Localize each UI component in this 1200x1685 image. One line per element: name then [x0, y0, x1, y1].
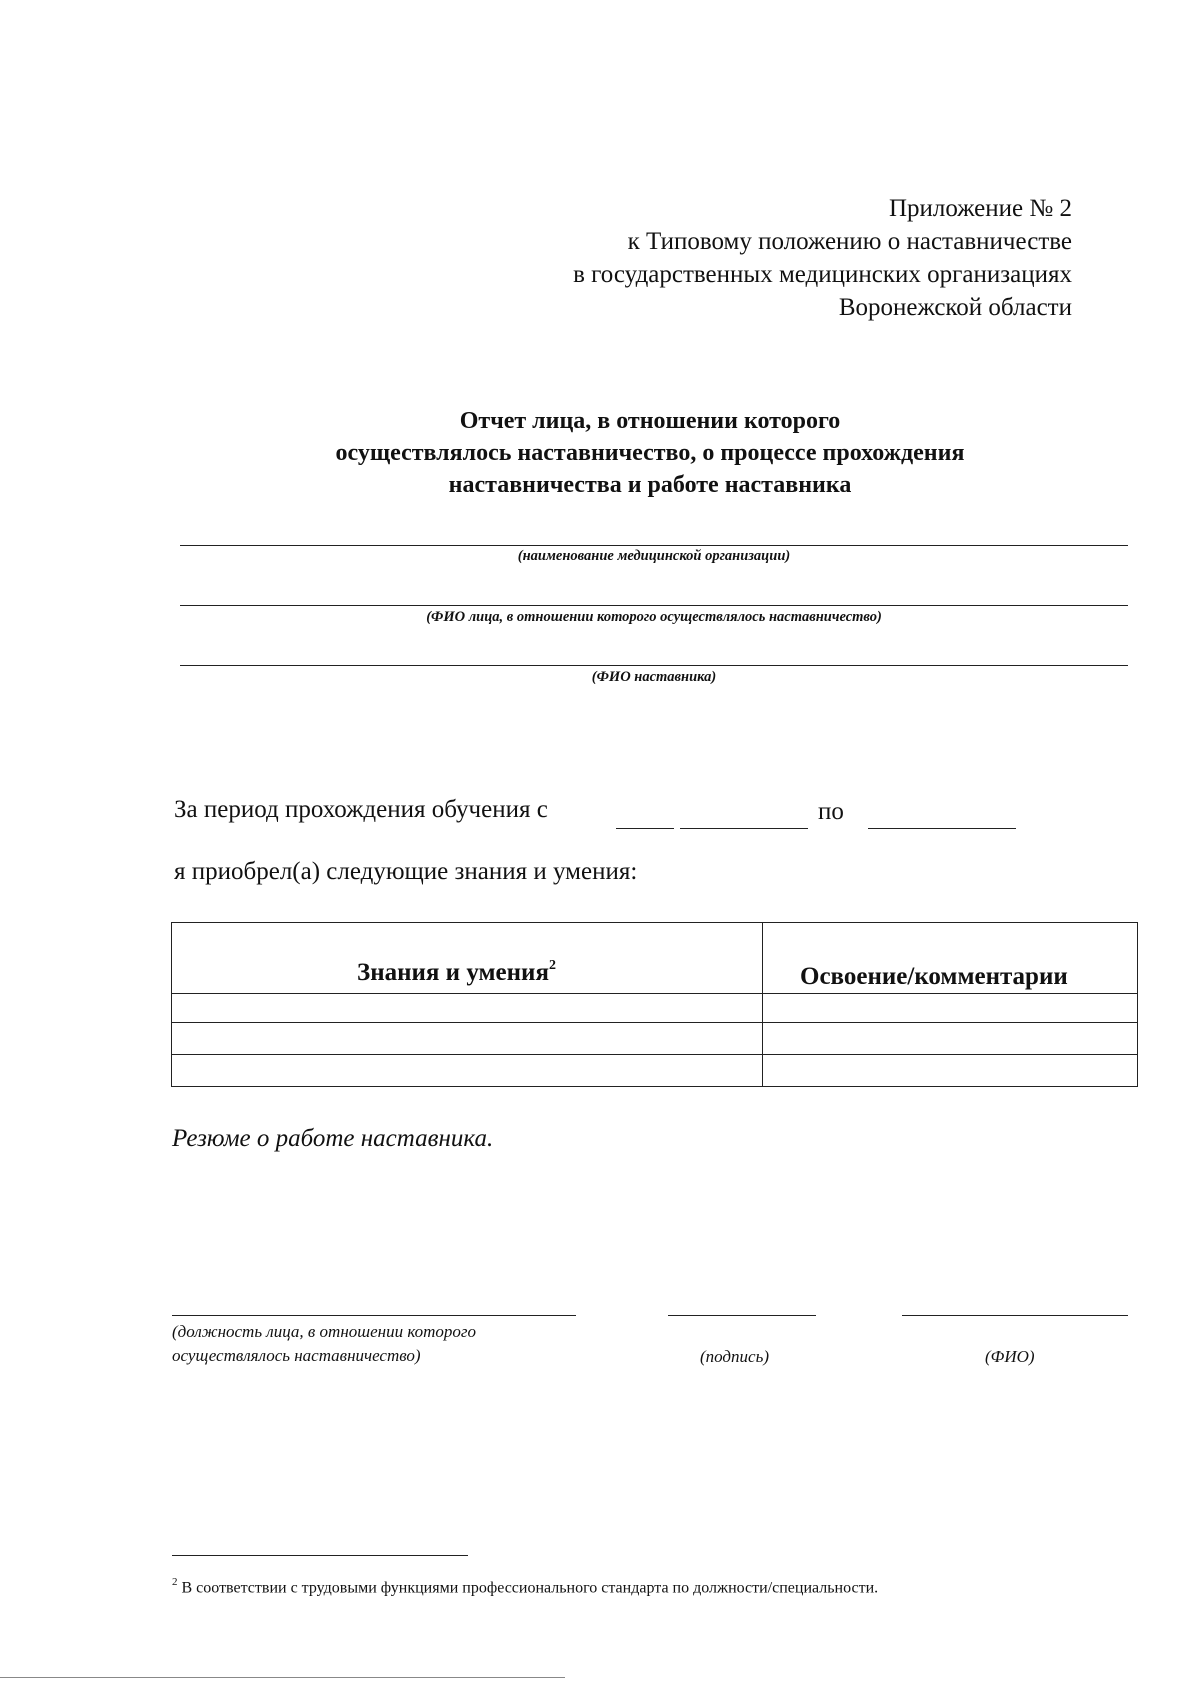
- mentee-fill-line[interactable]: [180, 605, 1128, 606]
- signature-caption: (подпись): [700, 1347, 769, 1366]
- table-cell-skills-row-1[interactable]: [172, 993, 762, 1022]
- footnote-mark: 2: [172, 1576, 178, 1588]
- title-line-1: Отчет лица, в отношении которого: [459, 408, 841, 434]
- mentee-caption: (ФИО лица, в отношении которого осуществлялось наставничество): [426, 609, 882, 625]
- title-line-2: осуществлялось наставничество, о процессе прохождения: [335, 440, 965, 466]
- period-start-day-line[interactable]: [616, 828, 674, 829]
- appendix-region: Воронежской области: [838, 294, 1072, 321]
- table-cell-comments-row-1[interactable]: [763, 993, 1137, 1022]
- title-line-3: наставничества и работе наставника: [448, 472, 852, 498]
- appendix-organizations: в государственных медицинских организациях: [573, 261, 1072, 288]
- organization-fill-line[interactable]: [180, 545, 1128, 546]
- footnote: [172, 1577, 878, 1597]
- mentor-resume-area[interactable]: [172, 1170, 1128, 1290]
- table-cell-comments-row-3[interactable]: [763, 1055, 1137, 1086]
- period-prefix: За период прохождения обучения с: [174, 796, 548, 823]
- table-header-skills-label: Знания и умения: [357, 959, 549, 986]
- appendix-header: [573, 192, 1072, 324]
- signature-fill-line[interactable]: [668, 1315, 816, 1316]
- scan-edge-line: [0, 1677, 565, 1678]
- mentor-caption: (ФИО наставника): [591, 669, 717, 685]
- period-to-label: по: [818, 798, 844, 825]
- table-header-footnote-mark: 2: [548, 957, 556, 973]
- table-header-skills: [357, 959, 556, 987]
- table-header-comments: Освоение/комментарии: [800, 963, 1068, 990]
- footnote-separator: [172, 1555, 468, 1556]
- mentor-fill-line[interactable]: [180, 665, 1128, 666]
- position-caption-line-1: (должность лица, в отношении которого: [172, 1322, 477, 1341]
- period-end-date-line[interactable]: [868, 828, 1016, 829]
- skills-table: [171, 922, 1138, 1087]
- organization-caption: (наименование медицинской организации): [517, 548, 791, 564]
- position-caption-line-2: осуществлялось наставничество): [172, 1346, 421, 1365]
- table-cell-comments-row-2[interactable]: [763, 1023, 1137, 1054]
- appendix-reference: к Типовому положению о наставничестве: [627, 228, 1072, 255]
- footnote-text: В соответствии с трудовыми функциями профессионального стандарта по должности/специальности.: [177, 1579, 879, 1597]
- acquired-text: я приобрел(а) следующие знания и умения:: [174, 858, 638, 885]
- table-cell-skills-row-2[interactable]: [172, 1023, 762, 1054]
- mentor-resume-heading: Резюме о работе наставника.: [172, 1125, 494, 1152]
- name-caption: (ФИО): [985, 1347, 1035, 1366]
- period-start-date-line[interactable]: [680, 828, 808, 829]
- position-fill-line[interactable]: [172, 1315, 576, 1316]
- document-title: [260, 405, 1040, 501]
- name-fill-line[interactable]: [902, 1315, 1128, 1316]
- appendix-number: Приложение № 2: [888, 195, 1072, 222]
- table-cell-skills-row-3[interactable]: [172, 1055, 762, 1086]
- position-caption: [172, 1320, 476, 1368]
